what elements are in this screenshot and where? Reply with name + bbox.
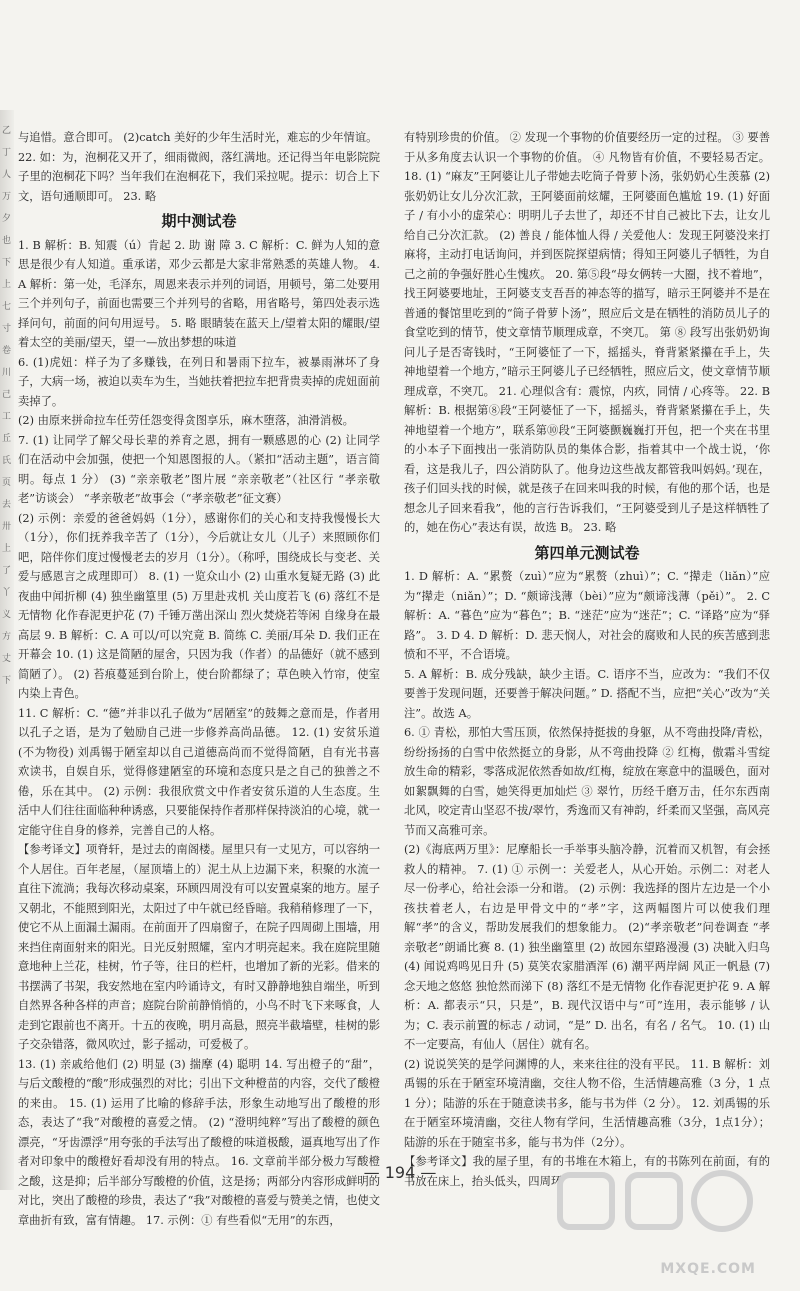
gutter-mark: 丁	[2, 148, 12, 158]
watermark-logo	[540, 1165, 780, 1285]
answer-paragraph: 5. A 解析：B. 成分残缺，缺少主语。C. 语序不当，应改为：“我们不仅要善于发现问题，还要善于解决问题。” D. 搭配不当，应把“关心”改为“关注”。故选 A。	[404, 667, 770, 720]
left-intro-line: 22. 如：为，泡桐花又开了，细雨微阀，落红满地。还记得当年电影院院子里的泡桐花下吗？当年我们在泡桐花下，我们采拉呢。提示：切合上下文，语句通顺即可。 23. 略	[18, 150, 380, 203]
gutter-mark: 丫	[2, 588, 12, 598]
answer-paragraph: 有特别珍贵的价值。 ② 发现一个事物的价值要经历一定的过程。 ③ 要善于从多角度去认识一个事物的价值。 ④ 凡物皆有价值，不要轻易否定。 18. (1) “麻友”王阿婆让儿子带她去吃筒子骨萝卜汤，张奶奶心生羡慕 (2) 张奶奶让女儿分次汇款，王阿婆面前炫耀，王阿婆面色尴尬 19. (1) 好面子 / 有小小的虚荣心：明明儿子去世了，却还不甘自己被比下去，让女儿给自己分次汇款。 (2) 善良 / 能体恤人得 / 关爱他人：发现王阿婆没来打麻将，主动打电话询问，并到医院探望病情；得知王阿婆儿子牺牲，为自己之前的争强好胜心生愧疚。 20. 第⑤段“母女俩转一大圈，找不着地”，找王阿婆要地址，王阿婆支支吾吾的神态等的描写，暗示王阿婆并不是在普通的餐馆里吃到的“筒子骨萝卜汤”，照应后文是在牺牲的消防员儿子的食堂吃到的情节，使文章情节顺理成章，不突兀。 第 ⑧ 段写出张奶奶询问儿子是否寄钱时，“王阿婆怔了一下，摇摇头，脊背紧紧攥在手上，失神地望着一个地方，”暗示王阿婆儿子已经牺牲，照应后文，使文章情节顺理成章，不突兀。 21. 心理似含有：震惊，内疚，同情 / 心疼等。 22. B 解析：B. 根据第⑧段“王阿婆怔了一下，摇摇头，脊背紧紧攥在手上，失神地望着一个地方”，联系第⑩段“王阿婆颤巍巍打开包，把一个夹在书里的小本子下面拽出一张消防队员的集体合影，指着其中一个战士说，‘你看，这是我儿子，四公消防队了。他身边这些战友都管我叫妈妈。’现在，孩子们回头找的时候，就是孩子在回来叫我的时候，有他的那个话，也是想念儿子回来看我”，他的言行告诉我们，“王阿婆受到儿子是这样牺牲了的，她在伤心”表达有误，故选 B。 23. 略	[404, 131, 771, 534]
gutter-mark: 七	[2, 302, 12, 312]
gutter-mark: 寸	[2, 324, 12, 334]
answer-paragraph: 6. (1)虎妞：样子为了多赚钱，在列日和暑雨下拉车，被暴雨淋坏了身子，大病一场，被迫以卖车为生，当她扶着把拉车把背贵卖掉的虎妞面前卖掉了。	[18, 355, 380, 408]
page-number: — 194 —	[363, 1163, 437, 1182]
gutter-mark: 夕	[2, 214, 12, 224]
gutter-mark: 去	[2, 500, 12, 510]
answer-paragraph: 6. ① 青松，那怕大雪压顶，依然保持挺拔的身躯，从不弯曲投降/青松，纷纷扬扬的白雪中依然挺立的身影，从不弯曲投降 ② 红梅，傲霜斗雪绽放生命的精彩，零落成泥依然香如故/红梅，绽放在寒意中的温暖色，面对如絮飘舞的白雪，她笑得更加灿烂 ③ 翠竹，历经千磨万击，任尔东西南北风，咬定青山坚忍不拔/翠竹，秀逸而又有神韵，纤柔而又坚强，高风亮节而又高雅可亲。	[404, 726, 770, 837]
unit-four-test-heading: 第四单元测试卷	[534, 543, 640, 562]
left-column	[18, 128, 380, 1230]
watermark-text: MXQE.COM	[660, 1261, 756, 1277]
gutter-mark: 己	[2, 390, 12, 400]
gutter-mark: 义	[2, 610, 12, 620]
gutter-mark: 乙	[2, 126, 12, 136]
gutter-mark: 了	[2, 566, 12, 576]
gutter-mark: 也	[2, 236, 12, 246]
gutter-mark: 卅	[2, 522, 12, 532]
gutter-mark: 氏	[2, 456, 12, 466]
translation-paragraph: 【参考译文】项脊轩，是过去的南阁楼。屋里只有一丈见方，可以容纳一个人居住。百年老屋，（屋顶墙上的）泥土从上边漏下来，积聚的水流一直往下流淌；我每次移动桌案，环顾四周没有可以安置桌案的地方。屋子又朝北，不能照到阳光，太阳过了中午就已经昏暗。我稍稍修理了一下，使它不从上面漏土漏雨。在前面开了四扇窗子，在院子四周砌上围墙，用来挡住南面射来的阳光。日光反射照耀，室内才明亮起来。我在庭院里随意地种上兰花，桂树，竹子等，往日的栏杆，也增加了新的光彩。借来的书摆满了书架，我安然地在室内吟诵诗文，有时又静静地独自端坐，听到自然界各种各样的声音；庭院台阶前静悄悄的，小鸟不时飞下来啄食，人走到它跟前也不离开。十五的夜晚，明月高悬，照亮半截墙壁，桂树的影子交杂错落，微风吹过，影子摇动，可爱极了。	[18, 843, 380, 1051]
midterm-test-heading: 期中测试卷	[161, 212, 237, 230]
gutter-mark: 方	[2, 632, 12, 642]
answer-page	[16, 128, 788, 1227]
answer-paragraph: 7. (1) 让同学了解父母长辈的养育之恩，拥有一颗感恩的心 (2) 让同学们在活动中会加强，使把一个知恩图报的人。（紧扣“活动主题”，语言简明。每点 1 分） (3) “亲亲敬老”图片展 “亲亲敬老”（社区行 “孝亲敬老”访谈会） “孝亲敬老”故事会（“孝亲敬老”征文赛）	[18, 433, 380, 505]
answer-paragraph: (2) 说说笑笑的是学问渊博的人，来来往往的没有平民。 11. B 解析：刘禹锡的乐在于陋室环境清幽，交往人物不俗，生活情趣高雅（3 分，1 点 1 分）；陆游的乐在于随意读书多，能与书为伴（2 分）。 12. 刘禹锡的乐在于陋室环境清幽，交往人物有学问，生活情趣高雅（3分，1点1分）；陆游的乐在于随室书多，能与书为伴（2分）。	[404, 1057, 770, 1149]
gutter-mark: 页	[2, 478, 12, 488]
right-column	[404, 128, 770, 1191]
gutter-mark: 万	[2, 192, 12, 202]
answer-paragraph: (2) 示例：亲爱的爸爸妈妈（1分），感谢你们的关心和支持我慢慢长大（1分），你们抚养我辛苦了（1分），今后就让女儿（儿子）来照顾你们吧，陪伴你们度过慢慢老去的岁月（1分）。（称呼，围绕成长与变老、关爱与感恩言之成理即可） 8. (1) 一览众山小 (2) 山重水复疑无路 (3) 此夜曲中闻折柳 (4) 独坐幽篁里 (5) 万里赴戎机 关山度若飞 (6) 落红不是无情物 化作春泥更护花 (7) 千锤万凿出深山 烈火焚烧若等闲 自缘身在最高层 9. B 解析：C. A 可以/可以究竟 B. 简练 C. 美丽/耳朵 D. 我们正在开幕会 10. (1) 这是简陋的屋舍，只因为我（作者）的品德好（就不感到简陋了）。 (2) 苔痕蔓延到台阶上，使台阶都绿了；草色映入竹帘，使室内染上青色。	[18, 511, 380, 700]
answer-paragraph: (2) 由原来拼命拉车任劳任怨变得贪图享乐，麻木堕落，油滑消极。	[18, 414, 354, 427]
gutter-mark: 人	[2, 170, 12, 180]
translation-paragraph: 【参考译文】我的屋子里，有的书堆在木箱上，有的书陈列在前面，有的书放在床上，抬头低头，四周环	[404, 1155, 770, 1188]
gutter-mark: 丈	[2, 654, 12, 664]
answer-paragraph: 11. C 解析：C. “德”并非以孔子做为“居陋室”的鼓舞之意而是，作者用以孔子之语，是为了勉励自己进一步修养高尚品德。 12. (1) 安贫乐道 (不为物役) 刘禹锡于陋室却以自己道德高尚而不觉得简陋，自有光书喜欢读书，自娱自乐，觉得修建陋室的环境和态度只是之自己的独善之不倦，乐在其中。 (2) 示例：我很欣赏文中作者安贫乐道的人生态度。生活中人们往往面临种种诱惑，只要能保持作者那样保持淡泊的心境，就一定能守住自身的修养，完善自己的人格。	[18, 706, 380, 837]
gutter-mark: 卷	[2, 346, 12, 356]
answer-paragraph: 1. D 解析：A. “累赘（zuì）”应为“累赘（zhuì）”；C. “撵走（liǎn）”应为“撵走（niǎn）”；D. “颇谛浅薄（bèi）”应为“颇谛浅薄（pěi）”。 2. C 解析：A. “暮色”应为“暮色”；B. “迷茫”应为“迷茫”；C. “译路”应为“驿路”。 3. D 4. D 解析：D. 悲天悯人，对社会的腐败和人民的疾苦感到悲愤和不平，不合语境。	[404, 570, 770, 661]
gutter-mark: 上	[2, 544, 12, 554]
gutter-mark: 下	[2, 258, 12, 268]
answer-paragraph: 1. B 解析：B. 知震（ú）肯起 2. 助 谢 障 3. C 解析：C. 鲜为人知的意思是很少有人知道。重承诺，邓少云都是大家非常熟悉的英雄人物。 4. A 解析：第一处，毛泽东，周恩来表示并列的词语，用顿号，第二处要用三个并列句子，前面也需要三个并列号的省略，用省略号，第四处表示选择问句，前面的问句用逗号。 5. 略 眼睛装在蓝天上/望着太阳的耀眼/望着太空的美丽/望天，望一—放出梦想的味道	[18, 238, 380, 349]
gutter-mark: 丘	[2, 434, 12, 444]
answer-paragraph: (2)《海底两万里》：尼摩船长一手举事头脑冷静，沉着而又机智，有会拯救人的精神。 7. (1) ① 示例一：关爱老人，从心开始。示例二：对老人尽一份孝心，给社会添一分和谐。 (2) 示例：我选择的图片左边是一个小孩扶着老人，右边是甲骨文中的“孝”字，这两幅图片可以使我们理解“孝”的含义，帮助发展我们的想象能力。 (2)“孝亲敬老”问卷调查 “孝亲敬老”朗诵比赛 8. (1) 独坐幽篁里 (2) 故园东望路漫漫 (3) 决眦入归鸟 (4) 闻说鸡鸣见日升 (5) 莫笑农家腊酒浑 (6) 潮平两岸阔 风正一帆悬 (7) 念天地之悠悠 独怆然而涕下 (8) 落红不是无情物 化作春泥更护花 9. A 解析：A. 都表示“只，只是”，B. 现代汉语中与“可”连用，表示能够 / 认为；C. 表示前置的标志 / 动词，“是” D. 出名，有名 / 名气。 10. (1) 山不一定要高，有仙人（居住）就有名。	[404, 843, 770, 1051]
gutter-mark: 上	[2, 280, 12, 290]
gutter-marks	[2, 120, 10, 692]
answer-paragraph: 13. (1) 亲戚给他们 (2) 明显 (3) 揣摩 (4) 聪明 14. 写出橙子的“甜”，与后文酸橙的“酸”形成强烈的对比；引出下文种橙苗的内容，交代了酸橙的来由。 15. (1) 运用了比喻的修辞手法，形象生动地写出了酸橙的形态，表达了“我”对酸橙的喜爱之情。 (2) “澄明纯粹”写出了酸橙的颜色漂亮，“牙齿漂浮”用夸张的手法写出了酸橙的味道极酸，逼真地写出了作者对印象中的酸橙好看却没有用的特点。 16. 文章前半部分极力写酸橙之酸，这是抑；后半部分写酸橙的价值，这是扬；两部分内容形成鲜明的对比，突出了酸橙的珍贵，表达了“我”对酸橙的喜爱与赞美之情，也使文章曲折有致，富有情趣。 17. 示例：① 有些看似“无用”的东西，	[18, 1057, 380, 1227]
left-intro-line: 与追惜。意合即可。 (2)catch 美好的少年生活时光，难忘的少年情谊。	[18, 131, 378, 144]
gutter-mark: 下	[2, 676, 12, 686]
gutter-mark: 工	[2, 412, 12, 422]
gutter-mark: 川	[2, 368, 12, 378]
